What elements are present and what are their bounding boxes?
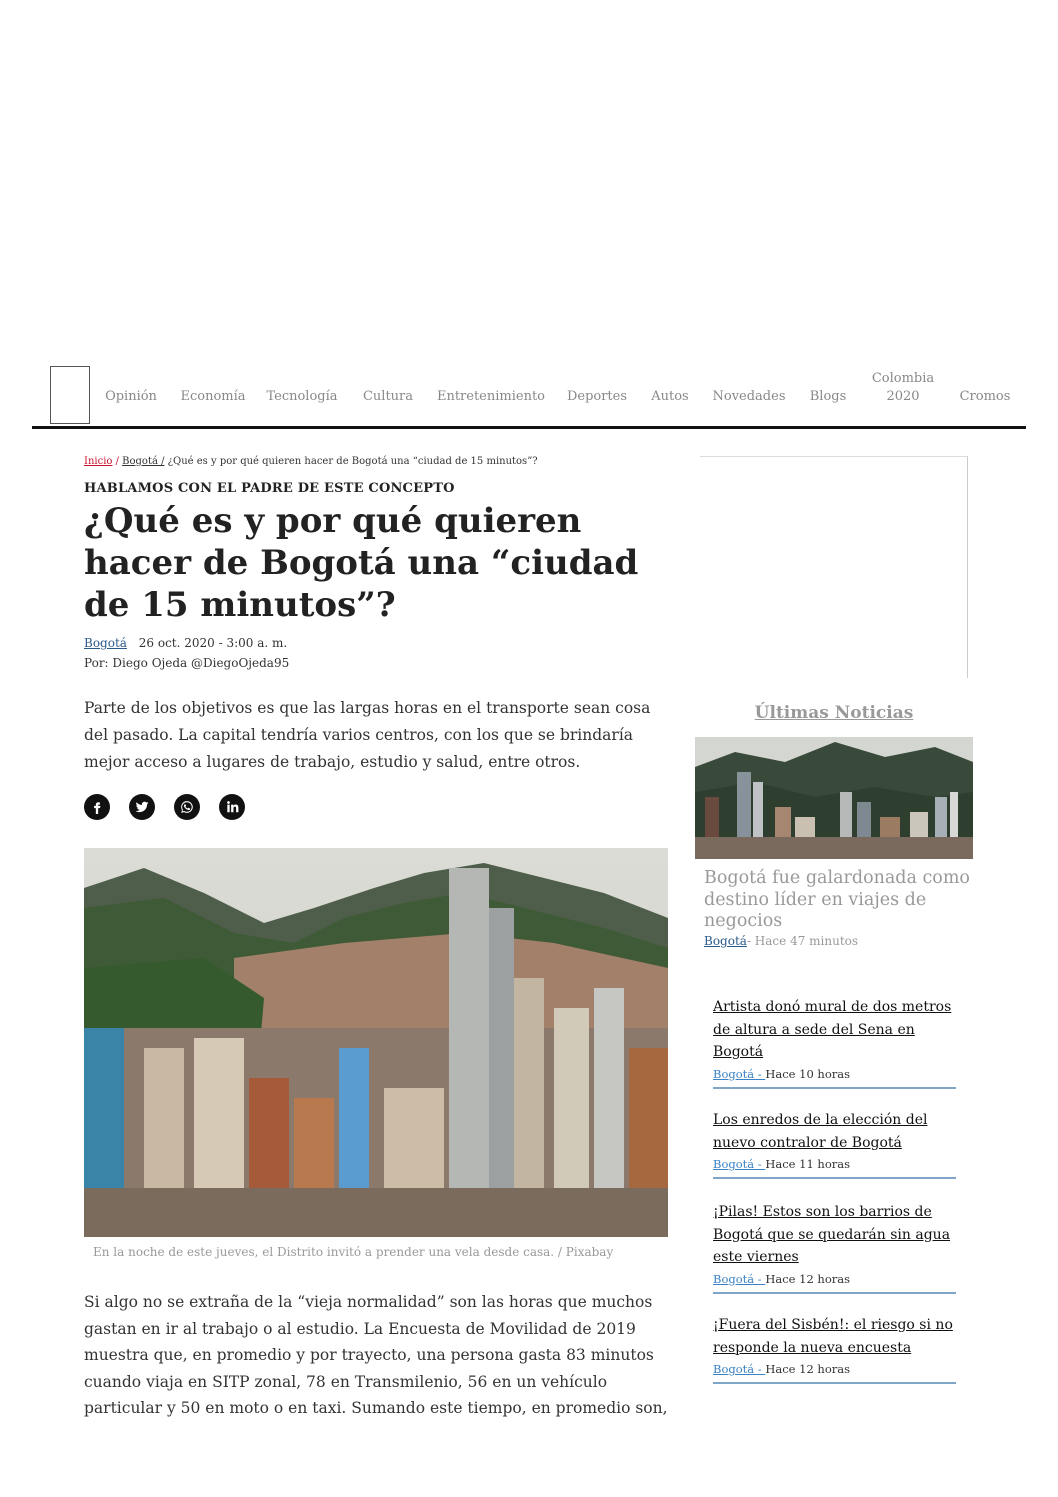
nav-item-novedades[interactable]: Novedades: [712, 389, 786, 404]
list-item: [713, 1109, 956, 1179]
news-title[interactable]: ¡Pilas! Estos son los barrios de Bogotá que se quedarán sin agua este viernes: [713, 1204, 951, 1265]
news-time: Hace 11 horas: [765, 1157, 851, 1171]
linkedin-icon[interactable]: [219, 794, 245, 820]
news-meta: [713, 1067, 956, 1087]
site-logo[interactable]: [50, 366, 90, 424]
featured-news-title[interactable]: Bogotá fue galardonada como destino líder en viajes de negocios: [704, 868, 970, 931]
breadcrumb-current: ¿Qué es y por qué quieren hacer de Bogotá una “ciudad de 15 minutos”?: [164, 456, 538, 467]
news-title[interactable]: ¡Fuera del Sisbén!: el riesgo si no responde la nueva encuesta: [713, 1317, 953, 1356]
nav-item-cromos[interactable]: Cromos: [959, 389, 1011, 404]
list-item: [713, 996, 956, 1089]
article-byline: Por: Diego Ojeda @DiegoOjeda95: [84, 656, 290, 670]
news-time: Hace 10 horas: [765, 1066, 851, 1081]
news-section[interactable]: Bogotá -: [713, 1362, 766, 1376]
news-time: Hace 12 horas: [765, 1362, 851, 1376]
nav-item-tecnologia[interactable]: Tecnología: [266, 389, 338, 404]
nav-item-economia[interactable]: Economía: [180, 389, 246, 404]
featured-news-image[interactable]: [695, 737, 973, 859]
news-meta: [713, 1362, 956, 1382]
article-lead: Parte de los objetivos es que las largas horas en el transporte sean cosa del pasado. La capital tendría varios centros, con los que se brindaría mejor acceso a lugares de trabajo, estudio y salud, entre otros.: [84, 699, 651, 771]
article-body: Si algo no se extraña de la “vieja normalidad” son las horas que muchos gastan en ir al trabajo o al estudio. La Encuesta de Movilidad de 2019 muestra que, en promedio y por trayecto, una persona gasta 83 minutos cuando viaja en SITP zonal, 78 en Transmilenio, 56 en un vehículo particular y 50 en moto o en taxi. Sumando este tiempo, en promedio son,: [84, 1293, 668, 1418]
nav-item-cultura[interactable]: Cultura: [362, 389, 414, 404]
latest-news-heading[interactable]: Últimas Noticias: [754, 703, 914, 723]
breadcrumb-home[interactable]: Inicio: [84, 456, 113, 467]
news-title[interactable]: Artista donó mural de dos metros de altura a sede del Sena en Bogotá: [713, 999, 952, 1060]
nav-item-colombia-2020[interactable]: Colombia 2020: [871, 371, 935, 404]
nav-item-autos[interactable]: Autos: [651, 389, 689, 404]
hero-caption: En la noche de este jueves, el Distrito invitó a prender una vela desde casa. / Pixabay: [93, 1245, 614, 1259]
news-meta: [713, 1157, 956, 1177]
news-time: Hace 12 horas: [765, 1271, 851, 1286]
ad-slot: [700, 456, 968, 678]
article-section-link[interactable]: Bogotá: [84, 636, 127, 650]
article-title: ¿Qué es y por qué quieren hacer de Bogotá una “ciudad de 15 minutos”?: [84, 501, 639, 625]
news-meta: [713, 1272, 956, 1292]
breadcrumb-section[interactable]: Bogotá /: [122, 456, 165, 467]
news-section[interactable]: Bogotá -: [713, 1066, 766, 1081]
nav-item-blogs[interactable]: Blogs: [809, 389, 847, 404]
list-item: [713, 1201, 956, 1294]
nav-item-entretenimiento[interactable]: Entretenimiento: [436, 389, 546, 404]
featured-news-meta: [704, 934, 858, 948]
featured-news-section[interactable]: Bogotá: [704, 934, 747, 948]
news-section[interactable]: Bogotá -: [713, 1157, 766, 1171]
nav-divider: [32, 426, 1026, 429]
breadcrumb: [84, 456, 538, 467]
facebook-icon[interactable]: [84, 794, 110, 820]
featured-news-time: - Hace 47 minutos: [746, 934, 859, 948]
main-nav: [92, 370, 1026, 424]
breadcrumb-separator: /: [112, 456, 123, 467]
news-section[interactable]: Bogotá -: [713, 1271, 766, 1286]
article-hero-image: [84, 848, 668, 1237]
article-meta: [84, 636, 287, 650]
article-kicker: HABLAMOS CON EL PADRE DE ESTE CONCEPTO: [84, 481, 455, 496]
nav-item-opinion[interactable]: Opinión: [105, 389, 157, 404]
news-title[interactable]: Los enredos de la elección del nuevo contralor de Bogotá: [713, 1112, 928, 1151]
article-date: 26 oct. 2020 - 3:00 a. m.: [138, 636, 288, 650]
share-bar: [84, 794, 245, 820]
twitter-icon[interactable]: [129, 794, 155, 820]
nav-item-deportes[interactable]: Deportes: [566, 389, 628, 404]
list-item: [713, 1314, 956, 1384]
whatsapp-icon[interactable]: [174, 794, 200, 820]
